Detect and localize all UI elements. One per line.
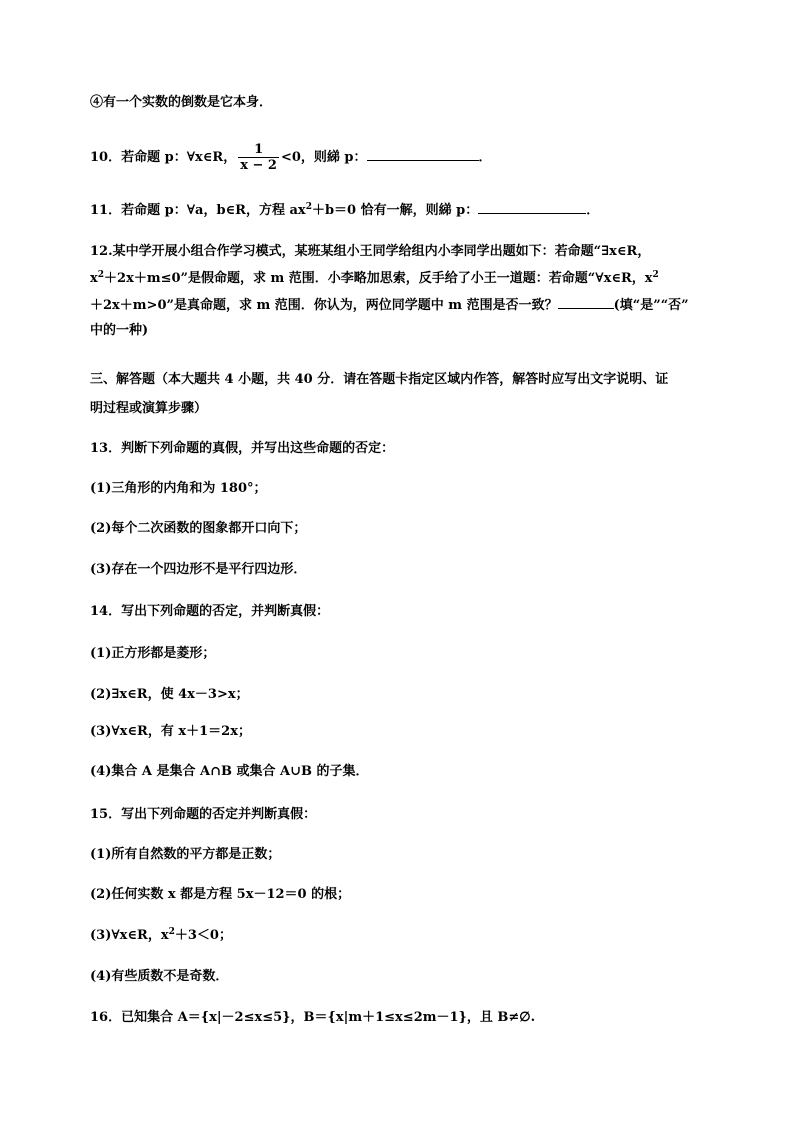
q11-end: ． (586, 203, 600, 218)
question-16: 16．已知集合 A＝{x|－2≤x≤5}，B＝{x|m＋1≤x≤2m－1}，且 B≠∅. (90, 1010, 536, 1025)
section-3-heading-cont: 明过程或演算步骤） (90, 401, 208, 416)
question-13-item-3: (3)存在一个四边形不是平行四边形． (90, 562, 307, 577)
question-10 (90, 142, 492, 173)
answer-blank-11[interactable] (478, 201, 586, 214)
question-15: 15．写出下列命题的否定并判断真假： (90, 807, 317, 822)
q15-3-part-b: ＋3＜0； (174, 928, 232, 943)
superscript: 2 (305, 202, 312, 212)
question-14: 14．写出下列命题的否定，并判断真假： (90, 604, 330, 619)
fraction-denominator: x − 2 (240, 158, 277, 173)
fraction-numerator: 1 (254, 142, 264, 157)
item-4-text: ④有一个实数的倒数是它本身． (90, 95, 273, 110)
question-15-item-1: (1)所有自然数的平方都是正数； (90, 847, 281, 862)
question-12-line-3 (90, 296, 689, 315)
question-12-line-4: 中的一种) (90, 323, 149, 338)
question-12-line-1: 12.某中学开展小组合作学习模式，某班某组小王同学给组内小李同学出题如下：若命题“∃x∈R， (90, 244, 651, 259)
q15-3-part-a: (3)∀x∈R，x (90, 928, 169, 943)
answer-blank-12[interactable] (558, 296, 614, 309)
question-14-item-2: (2)∃x∈R，使 4x－3>x； (90, 687, 249, 702)
question-14-item-4: (4)集合 A 是集合 A∩B 或集合 A∪B 的子集． (90, 764, 369, 779)
q11-prefix: 11．若命题 p：∀a，b∈R，方程 ax (90, 203, 306, 218)
question-15-item-2: (2)任何实数 x 都是方程 5x－12＝0 的根； (90, 887, 351, 902)
question-13-item-2: (2)每个二次函数的图象都开口向下； (90, 521, 307, 536)
superscript: 2 (97, 270, 105, 280)
q12-part-b: ＋2x＋m≤0”是假命题，求 m 范围．小李略加思索，反手给了小王一道题：若命题“∀x∈R，x (104, 271, 653, 286)
q12-part-c: ＋2x＋m>0”是真命题，求 m 范围．你认为，两位同学题中 m 范围是否一致？ (90, 298, 558, 313)
question-13-item-1: (1)三角形的内角和为 180°； (90, 481, 267, 496)
question-14-item-1: (1)正方形都是菱形； (90, 646, 216, 661)
question-11 (90, 201, 599, 220)
q11-middle: ＋b＝0 恰有一解，则綈 p： (311, 203, 479, 218)
section-3-heading: 三、解答题（本大题共 4 小题，共 40 分．请在答题卡指定区域内作答，解答时应写出文字说明、证 (90, 372, 669, 387)
superscript: 2 (168, 927, 175, 937)
question-14-item-3: (3)∀x∈R，有 x＋1＝2x； (90, 724, 251, 739)
superscript: 2 (652, 270, 659, 280)
question-15-item-4: (4)有些质数不是奇数． (90, 969, 229, 984)
question-15-item-3 (90, 927, 232, 945)
question-12-line-2 (90, 270, 659, 288)
fraction (238, 142, 279, 173)
q10-end: ． (478, 150, 492, 165)
q12-part-d: (填“是”“否” (613, 298, 689, 313)
q10-prefix: 10．若命题 p：∀x∈R， (90, 150, 237, 165)
question-13: 13．判断下列命题的真假，并写出这些命题的否定： (90, 441, 395, 456)
q10-suffix: <0，则綈 p： (280, 150, 367, 165)
q12-part-a: x (90, 271, 98, 286)
answer-blank-10[interactable] (367, 148, 479, 161)
